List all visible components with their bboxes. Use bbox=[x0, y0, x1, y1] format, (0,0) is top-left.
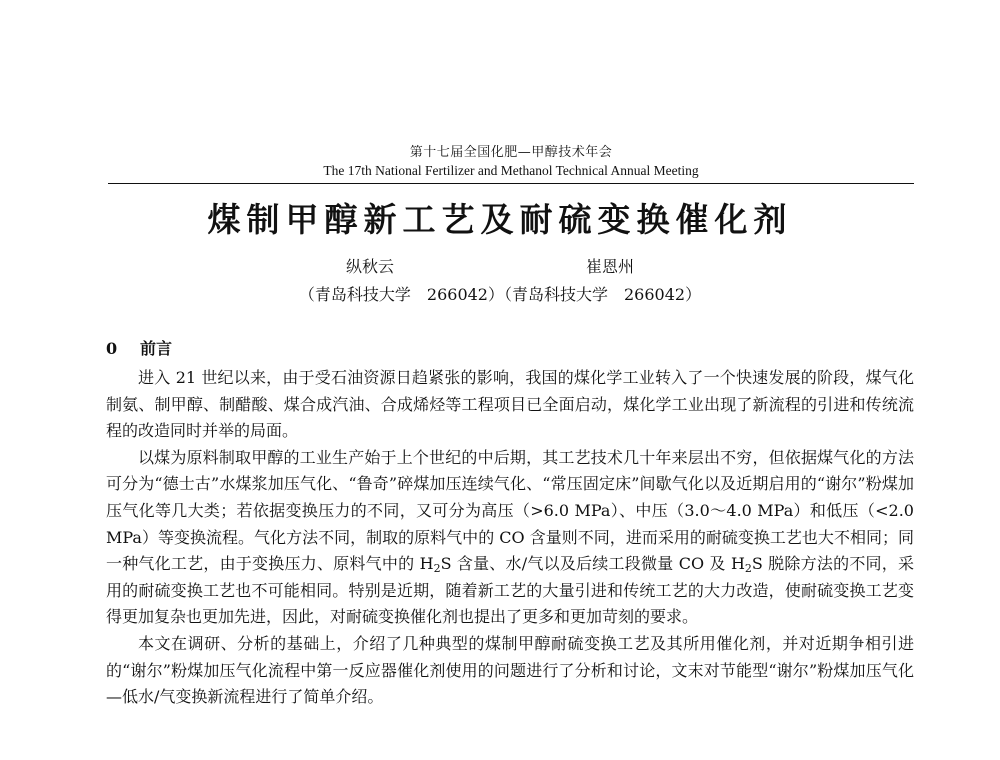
paragraph-text: 以煤为原料制取甲醇的工业生产始于上个世纪的中后期，其工艺技术几十年来层出不穷，但依据煤气化的方法可分为“德士古”水煤浆加压气化、“鲁奇”碎煤加压连续气化、“常压固定床”间歇气化以及近期启用的“谢尔”粉煤加压气化等几大类；若依据变换压力的不同，又可分为高压（>6.0 MPa）、中压（3.0～4.0 MPa）和低压（<2.0 MPa）等变换流程。气化方法不同，制取的原料气中的 CO 含量则不同，进而采用的耐硫变换工艺也大不相同；同一种气化工艺，由于变换压力、原料气中的 H bbox=[106, 447, 914, 574]
author-name: 纵秋云 bbox=[346, 257, 395, 276]
paragraph-text: S 脱除方法的不同，采用的耐硫变换工艺也不可能相同。特别是近期，随着新工艺的大量引进和传统工艺的大力改造，使耐硫变换工艺变得更加复杂也更加先进，因此，对耐硫变换催化剂也提出了更多和更加苛刻的要求。 bbox=[106, 554, 914, 627]
section-heading bbox=[106, 338, 172, 360]
header-english: The 17th National Fertilizer and Methanol Technical Annual Meeting bbox=[323, 163, 699, 178]
paragraph bbox=[106, 445, 914, 631]
paper-title: 煤制甲醇新工艺及耐硫变换催化剂 bbox=[207, 200, 793, 239]
body-text bbox=[106, 365, 914, 711]
paragraph-text: S 含量、水/气以及后续工段微量 CO 及 H bbox=[440, 554, 745, 574]
subscript: 2 bbox=[433, 562, 441, 576]
section-number: 0 bbox=[106, 339, 118, 358]
running-header bbox=[108, 145, 914, 179]
paragraph: 进入 21 世纪以来，由于受石油资源日趋紧张的影响，我国的煤化学工业转入了一个快速发展的阶段，煤气化制氨、制甲醇、制醋酸、煤合成汽油、合成烯烃等工程项目已全面启动，煤化学工业出现了新流程的引进和传统流程的改造同时并举的局面。 bbox=[106, 368, 914, 441]
author-list bbox=[0, 256, 1000, 280]
header-chinese: 第十七届全国化肥—甲醇技术年会 bbox=[409, 145, 613, 160]
subscript: 2 bbox=[744, 562, 752, 576]
author-name: 崔恩州 bbox=[586, 257, 635, 276]
section-title: 前言 bbox=[140, 339, 173, 358]
paragraph: 本文在调研、分析的基础上，介绍了几种典型的煤制甲醇耐硫变换工艺及其所用催化剂，并对近期争相引进的“谢尔”粉煤加压气化流程中第一反应器催化剂使用的问题进行了分析和讨论，文末对节能型“谢尔”粉煤加压气化—低水/气变换新流程进行了简单介绍。 bbox=[106, 633, 914, 707]
header-rule bbox=[108, 183, 914, 184]
author-affiliation: （青岛科技大学 266042）（青岛科技大学 266042） bbox=[298, 285, 702, 304]
